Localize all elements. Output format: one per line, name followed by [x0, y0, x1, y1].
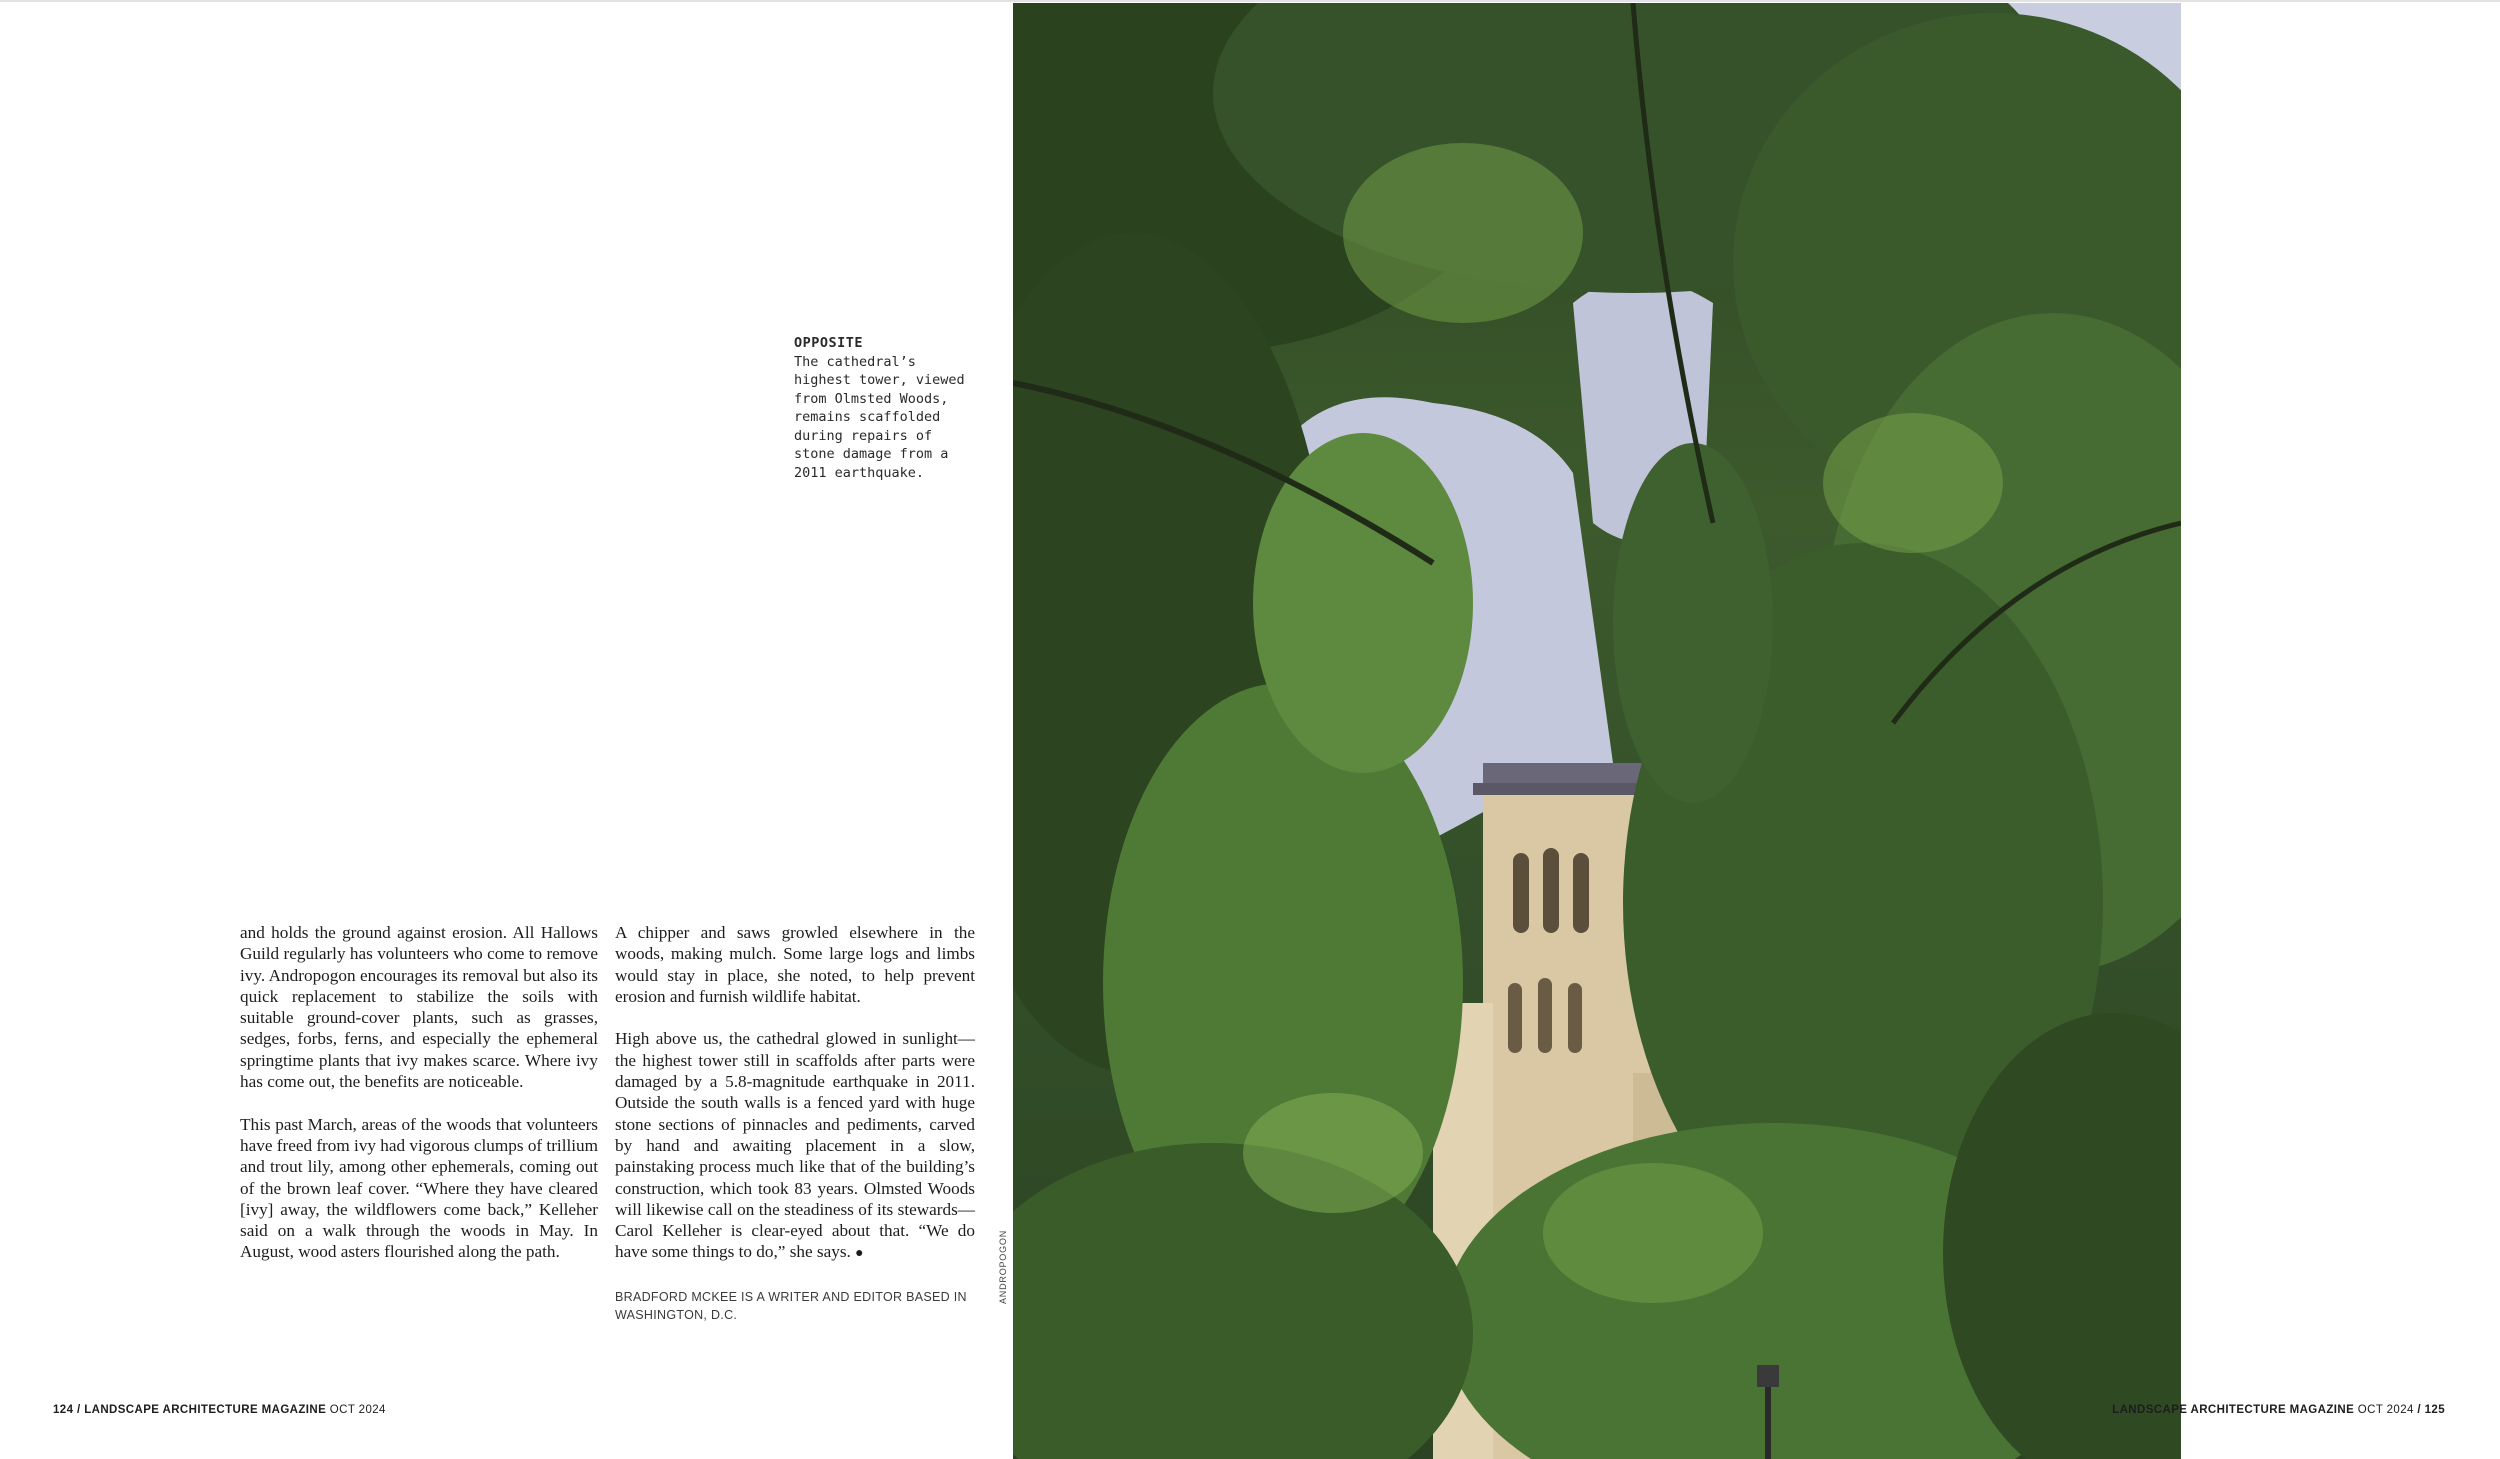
magazine-name: LANDSCAPE ARCHITECTURE MAGAZINE [84, 1404, 327, 1416]
folio-separator: / [2413, 1404, 2425, 1416]
paragraph-text: High above us, the cathedral glowed in sunlight—the highest tower still in scaffolds after parts were damaged by a 5.8-magnitude earthquake in 2011. Outside the south walls is a fenced yard with huge stone sections of pinnacles and pediments, carved by hand and awaiting placement in a slow, painstaking process much like that of the building’s construction, which took 83 years. Olmsted Woods will likewise call on the steadiness of its stewards—Carol Kelleher is clear-eyed about that. “We do have some things to do,” she says. [615, 1029, 975, 1262]
page-number: 124 [53, 1404, 74, 1416]
folio-right [2112, 1404, 2445, 1416]
paragraph: This past March, areas of the woods that volunteers have freed from ivy had vigorous clumps of trillium and trout lily, among other ephemerals, coming out of the brown leaf cover. “Where they have cleared [ivy] away, the wildflowers come back,” Kelleher said on a walk through the woods in May. In August, wood asters flourished along the path. [240, 1114, 598, 1262]
caption-text: The cathedral’s highest tower, viewed from Olmsted Woods, remains scaffolded during repairs of stone damage from a 2011 earthquake. [794, 353, 965, 481]
page-number: 125 [2424, 1404, 2445, 1416]
end-mark-icon: ● [855, 1246, 864, 1262]
photo-credit: ANDROPOGON [998, 1229, 1008, 1305]
issue-date: OCT 2024 [2357, 1404, 2414, 1416]
cathedral-photo-illustration [1013, 3, 2181, 1459]
article-column-left [240, 922, 598, 1284]
magazine-name: LANDSCAPE ARCHITECTURE MAGAZINE [2112, 1404, 2355, 1416]
folio-separator: / [73, 1404, 85, 1416]
author-bio: BRADFORD MCKEE IS A WRITER AND EDITOR BASED IN WASHINGTON, D.C. [615, 1290, 967, 1322]
caption-heading: OPPOSITE [794, 335, 864, 351]
cathedral-photo [1013, 3, 2181, 1459]
article-column-right [615, 922, 975, 1286]
paragraph: A chipper and saws growled elsewhere in the woods, making mulch. Some large logs and limbs would stay in place, she noted, to help prevent erosion and furnish wildlife habitat. [615, 923, 975, 1006]
paragraph: and holds the ground against erosion. All Hallows Guild regularly has volunteers who come to remove ivy. Andropogon encourages its removal but also its quick replacement to stabilize the soils with suitable ground-cover plants, such as grasses, sedges, forbs, ferns, and especially the ephemeral springtime plants that ivy makes scarce. Where ivy has come out, the benefits are noticeable. [240, 923, 598, 1092]
top-rule [0, 0, 2500, 2]
paragraph-final [615, 1028, 975, 1264]
photo-caption [794, 334, 979, 482]
folio-left [53, 1404, 386, 1416]
issue-date: OCT 2024 [329, 1404, 386, 1416]
